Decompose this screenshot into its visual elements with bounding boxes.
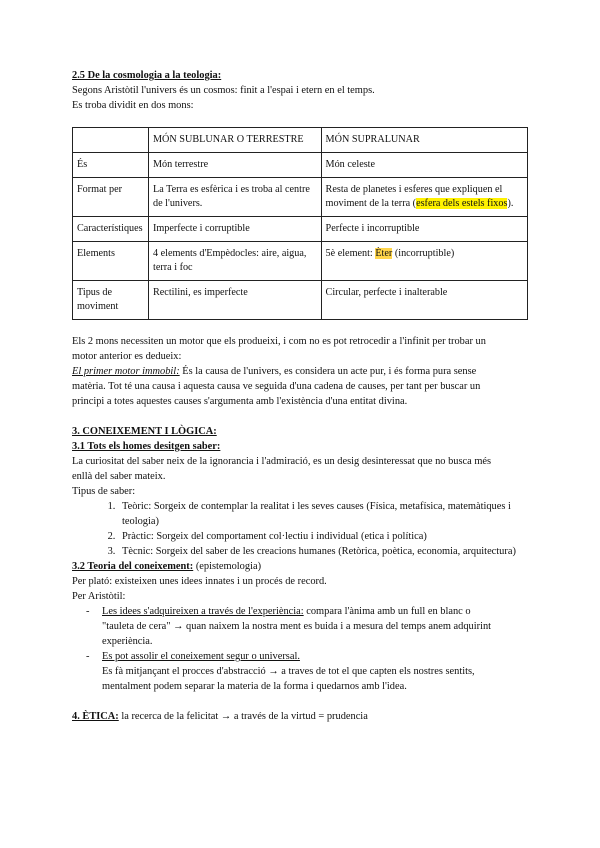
table-cell [321,242,527,281]
cell-text: 5è element: [325,248,376,259]
paragraph-line: "tauleta de cera" → quan naixem la nostra ment es buida i a mesura del temps anem adquirint [102,621,492,632]
table-cell: Món terrestre [148,153,321,178]
list-item: 1. Teòric: Sorgeix de contemplar la realitat i les seves causes (Física, metafísica, matemàtiques i teologia) [118,499,532,529]
paragraph-line: mentalment podem separar la materia de la forma i quedarnos amb l'idea. [102,681,407,692]
table-cell: Imperfecte i corruptible [148,217,321,242]
section-title: 4. ÈTICA: [72,711,119,722]
document-page [72,68,532,724]
paragraph-line: Es troba dividit en dos mons: [72,100,194,111]
knowledge-types-list [72,499,532,559]
paragraph-text: (epistemologia) [193,561,262,572]
paragraph-line: principi a totes aquestes causes s'argumenta amb l'existència d'una entitat divina. [72,396,408,407]
table-row [73,281,528,320]
table-row [73,242,528,281]
list-item [102,604,532,649]
table-cell: La Terra es esfèrica i es troba al centre de l'univers. [148,178,321,217]
worlds-table [72,127,528,320]
paragraph-line: Es fà mitjançant el procces d'abstracció → a traves de tot el que capten els nostres sentits, [102,666,475,677]
table-cell [321,178,527,217]
paragraph-line: Tipus de saber: [72,486,136,497]
subsection-heading [72,559,532,574]
table-row-label: És [73,153,149,178]
subsection-title: 3.2 Teoria del coneixement: [72,561,194,572]
paragraph-text: És la causa de l'univers, es considera un acte pur, i és forma pura sense [179,366,477,377]
paragraph-line: motor anterior es dedueix: [72,351,182,362]
subsection-title: 3.1 Tots els homes desitgen saber: [72,441,221,452]
table-row-label: Tipus de moviment [73,281,149,320]
table-cell: Rectilini, es imperfecte [148,281,321,320]
table-row [73,178,528,217]
table-cell: Món celeste [321,153,527,178]
table-row-label: Elements [73,242,149,281]
paragraph-line: experiència. [102,636,153,647]
underlined-text: - Es pot assolir el coneixement segur o universal. [102,651,300,662]
paragraph-line: La curiositat del saber neix de la ignorancia i l'admiració, es un desig desinteressat que no busca més [72,456,492,467]
cell-text: (incorruptible) [392,248,455,259]
paragraph-text: compara l'ànima amb un full en blanc o [303,606,471,617]
section-heading [72,709,532,724]
table-row-label: Característiques [73,217,149,242]
table-row [73,217,528,242]
table-row-label: Format per [73,178,149,217]
underlined-text: Les idees s'adquireixen a través de l'experiència: [102,606,304,617]
table-header-cell: MÓN SUPRALUNAR [321,128,527,153]
cell-text: ). [507,198,514,209]
highlighted-text: esfera dels estels fixos [416,198,508,209]
section-title: 3. CONEIXEMENT I LÒGICA: [72,426,217,437]
table-header-row [73,128,528,153]
paragraph-line: Per plató: existeixen unes idees innates i un procés de record. [72,576,327,587]
highlighted-text: Èter [375,248,393,259]
key-term: El primer motor immobil: [72,366,180,377]
table-header-cell [73,128,149,153]
paragraph-line: Per Aristòtil: [72,591,126,602]
paragraph-line: Segons Aristòtil l'univers és un cosmos: finit a l'espai i etern en el temps. [72,85,375,96]
paragraph-line: matèria. Tot té una causa i aquesta causa ve seguida d'una cadena de causes, per tant per buscar un [72,381,481,392]
paragraph-line: Els 2 mons necessiten un motor que els produeixi, i com no es pot retrocedir a l'infinit per trobar un [72,336,486,347]
table-cell: 4 elements d'Empèdocles: aire, aigua, terra i foc [148,242,321,281]
list-item [102,649,532,694]
paragraph-text: la recerca de la felicitat → a través de la virtud = prudencia [118,711,368,722]
section-title: 2.5 De la cosmologia a la teologia: [72,70,222,81]
list-item: 3. Tècnic: Sorgeix del saber de les creacions humanes (Retòrica, poètica, economia, arquitectura) [118,544,532,559]
paragraph-line: enllà del saber mateix. [72,471,166,482]
list-item: 2. Pràctic: Sorgeix del comportament col·lectiu i individual (etica i política) [118,529,532,544]
paragraph-line [72,364,532,379]
table-cell: Perfecte i incorruptible [321,217,527,242]
table-cell: Circular, perfecte i inalterable [321,281,527,320]
cell-text: Resta de planetes i esferes que expliquen el moviment de la terra ( [325,184,503,209]
table-header-cell: MÓN SUBLUNAR O TERRESTRE [148,128,321,153]
table-row [73,153,528,178]
aristotle-points-list [72,604,532,694]
